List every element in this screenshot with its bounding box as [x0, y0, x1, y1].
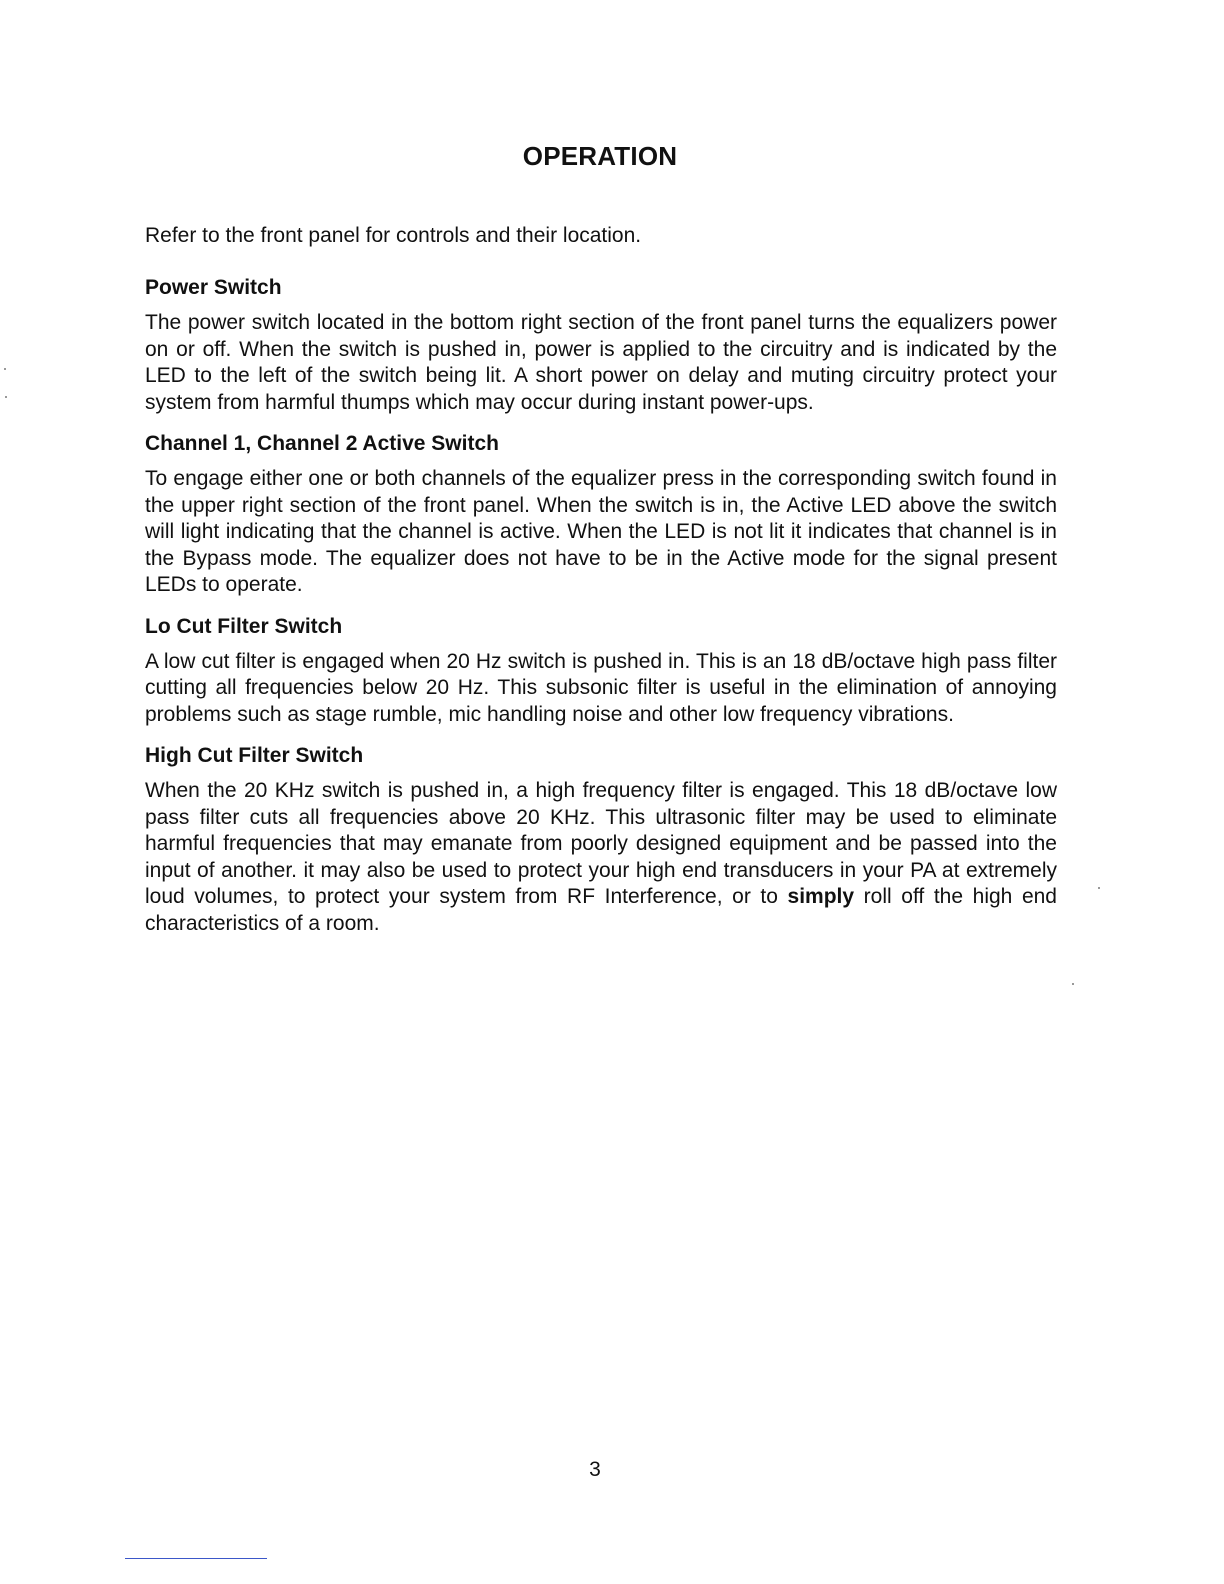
section-body: To engage either one or both channels of the equalizer press in the corresponding switch found in the upper right section of the front panel. When the switch is in, the Active LED above the switch will light indicating that the channel is active. When the LED is not lit it indicates that channel is in the Bypass mode. The equalizer does not have to be in the Active mode for the signal present LEDs to operate.: [145, 467, 1057, 596]
section-power-switch: [145, 275, 1057, 416]
scan-speck: [1098, 887, 1100, 889]
section-heading: Lo Cut Filter Switch: [145, 614, 343, 638]
section-heading: Power Switch: [145, 276, 282, 299]
page-content: [145, 222, 1057, 952]
page-title: OPERATION: [522, 141, 678, 172]
section-heading: Channel 1, Channel 2 Active Switch: [145, 432, 499, 455]
section-channel-active-switch: [145, 431, 1057, 599]
intro-paragraph: Refer to the front panel for controls and their location.: [145, 224, 642, 247]
emphasis-text: simply: [787, 885, 855, 908]
body-text-before: When the 20 KHz switch is pushed in, a high frequency filter is engaged. This 18 dB/octave low pass filter cuts all frequencies above 20 KHz. This ultrasonic filter may be used to eliminate harmful frequencies that may emanate from poorly designed equipment and be passed into the input of another. it may also be used to protect your high end transducers in your PA at extremely loud volumes, to protect your system from RF Interference, or to: [145, 779, 1057, 908]
scan-speck: [5, 396, 7, 398]
section-high-cut-filter-switch: [145, 743, 1057, 937]
section-body: A low cut filter is engaged when 20 Hz switch is pushed in. This is an 18 dB/octave high pass filter cutting all frequencies below 20 Hz. This subsonic filter is useful in the elimination of annoying problems such as stage rumble, mic handling noise and other low frequency vibrations.: [145, 649, 1057, 726]
section-heading: High Cut Filter Switch: [145, 744, 364, 767]
section-body: [145, 778, 1057, 937]
page-number: 3: [589, 1458, 601, 1481]
scan-edge-line: [125, 1558, 267, 1559]
body-text-after: roll off the high end characteristics of a room.: [145, 885, 1057, 935]
section-body: The power switch located in the bottom right section of the front panel turns the equalizers power on or off. When the switch is pushed in, power is applied to the circuitry and is indicated by the LED to the left of the switch being lit. A short power on delay and muting circuitry protect your system from harmful thumps which may occur during instant power-ups.: [145, 311, 1057, 414]
scan-speck: [1072, 983, 1074, 985]
scan-speck: [4, 368, 6, 370]
section-lo-cut-filter-switch: [145, 614, 1057, 729]
